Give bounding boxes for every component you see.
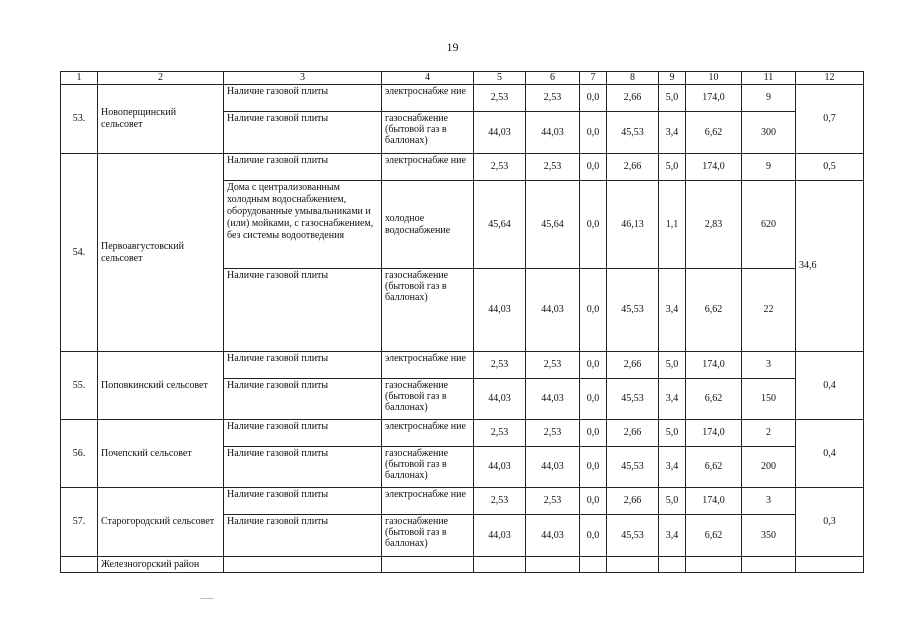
value-cell: 0,0	[580, 447, 607, 488]
row-number: 55.	[61, 352, 98, 420]
value-cell: 2,53	[474, 488, 526, 515]
value-cell: 0,0	[580, 181, 607, 269]
header-cell: 6	[526, 72, 580, 85]
header-cell: 2	[98, 72, 224, 85]
value-cell: 150	[742, 379, 796, 420]
condition-cell: Наличие газовой плиты	[224, 154, 382, 181]
header-cell: 5	[474, 72, 526, 85]
value-cell: 44,03	[474, 447, 526, 488]
value-cell: 0,0	[580, 352, 607, 379]
condition-cell: Наличие газовой плиты	[224, 379, 382, 420]
value-cell: 300	[742, 112, 796, 154]
row-number: 53.	[61, 85, 98, 154]
value-cell: 44,03	[474, 112, 526, 154]
value-cell: 5,0	[659, 488, 686, 515]
value-cell: 3,4	[659, 515, 686, 557]
empty-cell	[796, 557, 864, 573]
value-cell: 174,0	[686, 154, 742, 181]
empty-cell	[686, 557, 742, 573]
value-cell: 2,66	[607, 420, 659, 447]
value-cell: 45,53	[607, 269, 659, 352]
utility-type-cell: газоснабжение (бытовой газ в баллонах)	[382, 447, 474, 488]
value-cell: 2,53	[526, 85, 580, 112]
table-row	[61, 420, 864, 447]
value-cell: 174,0	[686, 488, 742, 515]
utility-type-cell: газоснабжение (бытовой газ в баллонах)	[382, 379, 474, 420]
value-cell: 2,53	[526, 420, 580, 447]
value-cell: 2,53	[474, 154, 526, 181]
value-cell: 0,0	[580, 112, 607, 154]
value-cell: 45,53	[607, 447, 659, 488]
value-cell: 2,66	[607, 85, 659, 112]
condition-cell: Наличие газовой плиты	[224, 352, 382, 379]
value-cell: 2,53	[474, 352, 526, 379]
empty-cell	[659, 557, 686, 573]
header-cell: 10	[686, 72, 742, 85]
utility-type-cell: электроснабже ние	[382, 420, 474, 447]
table-row	[61, 154, 864, 181]
col12-cell: 0,4	[796, 420, 864, 488]
col12-cell: 0,7	[796, 85, 864, 154]
utility-type-cell: электроснабже ние	[382, 488, 474, 515]
condition-cell: Наличие газовой плиты	[224, 269, 382, 352]
value-cell: 174,0	[686, 352, 742, 379]
col12-cell: 0,5	[796, 154, 864, 181]
condition-cell: Наличие газовой плиты	[224, 420, 382, 447]
empty-cell	[61, 557, 98, 573]
condition-cell: Дома с централизованным холодным водоснабжением, оборудованные умывальниками и (или) мойками, с газоснабжением, без системы водоотведения	[224, 181, 382, 269]
value-cell: 2,53	[526, 488, 580, 515]
value-cell: 5,0	[659, 352, 686, 379]
header-cell: 1	[61, 72, 98, 85]
value-cell: 2,53	[474, 85, 526, 112]
settlement-name: Новоперщинский сельсовет	[98, 85, 224, 154]
value-cell: 5,0	[659, 154, 686, 181]
value-cell: 9	[742, 85, 796, 112]
header-cell: 9	[659, 72, 686, 85]
district-name: Железногорский район	[98, 557, 224, 573]
empty-cell	[224, 557, 382, 573]
condition-cell: Наличие газовой плиты	[224, 515, 382, 557]
value-cell: 620	[742, 181, 796, 269]
value-cell: 6,62	[686, 447, 742, 488]
value-cell: 6,62	[686, 515, 742, 557]
value-cell: 0,0	[580, 420, 607, 447]
value-cell: 45,53	[607, 515, 659, 557]
table-row	[61, 85, 864, 112]
value-cell: 3	[742, 488, 796, 515]
col12-cell: 0,3	[796, 488, 864, 557]
header-cell: 3	[224, 72, 382, 85]
utility-type-cell: газоснабжение (бытовой газ в баллонах)	[382, 515, 474, 557]
value-cell: 2,66	[607, 154, 659, 181]
value-cell: 0,0	[580, 85, 607, 112]
value-cell: 0,0	[580, 379, 607, 420]
empty-cell	[742, 557, 796, 573]
value-cell: 0,0	[580, 515, 607, 557]
utility-type-cell: холодное водоснабжение	[382, 181, 474, 269]
value-cell: 44,03	[474, 269, 526, 352]
value-cell: 6,62	[686, 269, 742, 352]
value-cell: 44,03	[526, 379, 580, 420]
header-cell: 12	[796, 72, 864, 85]
value-cell: 44,03	[474, 515, 526, 557]
header-cell: 11	[742, 72, 796, 85]
col12-cell: 34,6	[796, 181, 864, 352]
utility-type-cell: газоснабжение (бытовой газ в баллонах)	[382, 112, 474, 154]
value-cell: 44,03	[526, 112, 580, 154]
value-cell: 174,0	[686, 420, 742, 447]
condition-cell: Наличие газовой плиты	[224, 447, 382, 488]
value-cell: 3,4	[659, 112, 686, 154]
settlement-name: Старогородский сельсовет	[98, 488, 224, 557]
value-cell: 2,66	[607, 352, 659, 379]
tariff-table	[60, 71, 864, 573]
table-row	[61, 557, 864, 573]
condition-cell: Наличие газовой плиты	[224, 112, 382, 154]
row-number: 57.	[61, 488, 98, 557]
settlement-name: Поповкинский сельсовет	[98, 352, 224, 420]
empty-cell	[474, 557, 526, 573]
value-cell: 2,66	[607, 488, 659, 515]
scan-mark	[200, 598, 214, 599]
page-number: 19	[446, 40, 459, 54]
value-cell: 3	[742, 352, 796, 379]
value-cell: 2	[742, 420, 796, 447]
condition-cell: Наличие газовой плиты	[224, 85, 382, 112]
utility-type-cell: электроснабже ние	[382, 154, 474, 181]
value-cell: 6,62	[686, 379, 742, 420]
value-cell: 45,53	[607, 112, 659, 154]
value-cell: 44,03	[526, 269, 580, 352]
value-cell: 174,0	[686, 85, 742, 112]
value-cell: 3,4	[659, 269, 686, 352]
value-cell: 2,83	[686, 181, 742, 269]
utility-type-cell: электроснабже ние	[382, 85, 474, 112]
value-cell: 3,4	[659, 379, 686, 420]
value-cell: 2,53	[526, 154, 580, 181]
header-cell: 4	[382, 72, 474, 85]
utility-type-cell: электроснабже ние	[382, 352, 474, 379]
value-cell: 45,53	[607, 379, 659, 420]
table-row	[61, 488, 864, 515]
value-cell: 44,03	[526, 447, 580, 488]
row-number: 54.	[61, 154, 98, 352]
value-cell: 3,4	[659, 447, 686, 488]
settlement-name: Первоавгустовский сельсовет	[98, 154, 224, 352]
header-cell: 8	[607, 72, 659, 85]
empty-cell	[580, 557, 607, 573]
value-cell: 1,1	[659, 181, 686, 269]
utility-type-cell: газоснабжение (бытовой газ в баллонах)	[382, 269, 474, 352]
empty-cell	[607, 557, 659, 573]
condition-cell: Наличие газовой плиты	[224, 488, 382, 515]
value-cell: 2,53	[474, 420, 526, 447]
value-cell: 22	[742, 269, 796, 352]
value-cell: 46,13	[607, 181, 659, 269]
settlement-name: Почепский сельсовет	[98, 420, 224, 488]
value-cell: 2,53	[526, 352, 580, 379]
value-cell: 5,0	[659, 420, 686, 447]
empty-cell	[382, 557, 474, 573]
header-cell: 7	[580, 72, 607, 85]
value-cell: 0,0	[580, 154, 607, 181]
value-cell: 5,0	[659, 85, 686, 112]
value-cell: 0,0	[580, 488, 607, 515]
value-cell: 45,64	[526, 181, 580, 269]
value-cell: 45,64	[474, 181, 526, 269]
value-cell: 200	[742, 447, 796, 488]
header-row	[61, 72, 864, 85]
col12-cell: 0,4	[796, 352, 864, 420]
row-number: 56.	[61, 420, 98, 488]
value-cell: 44,03	[526, 515, 580, 557]
table-row	[61, 352, 864, 379]
value-cell: 350	[742, 515, 796, 557]
value-cell: 9	[742, 154, 796, 181]
value-cell: 6,62	[686, 112, 742, 154]
value-cell: 0,0	[580, 269, 607, 352]
value-cell: 44,03	[474, 379, 526, 420]
empty-cell	[526, 557, 580, 573]
